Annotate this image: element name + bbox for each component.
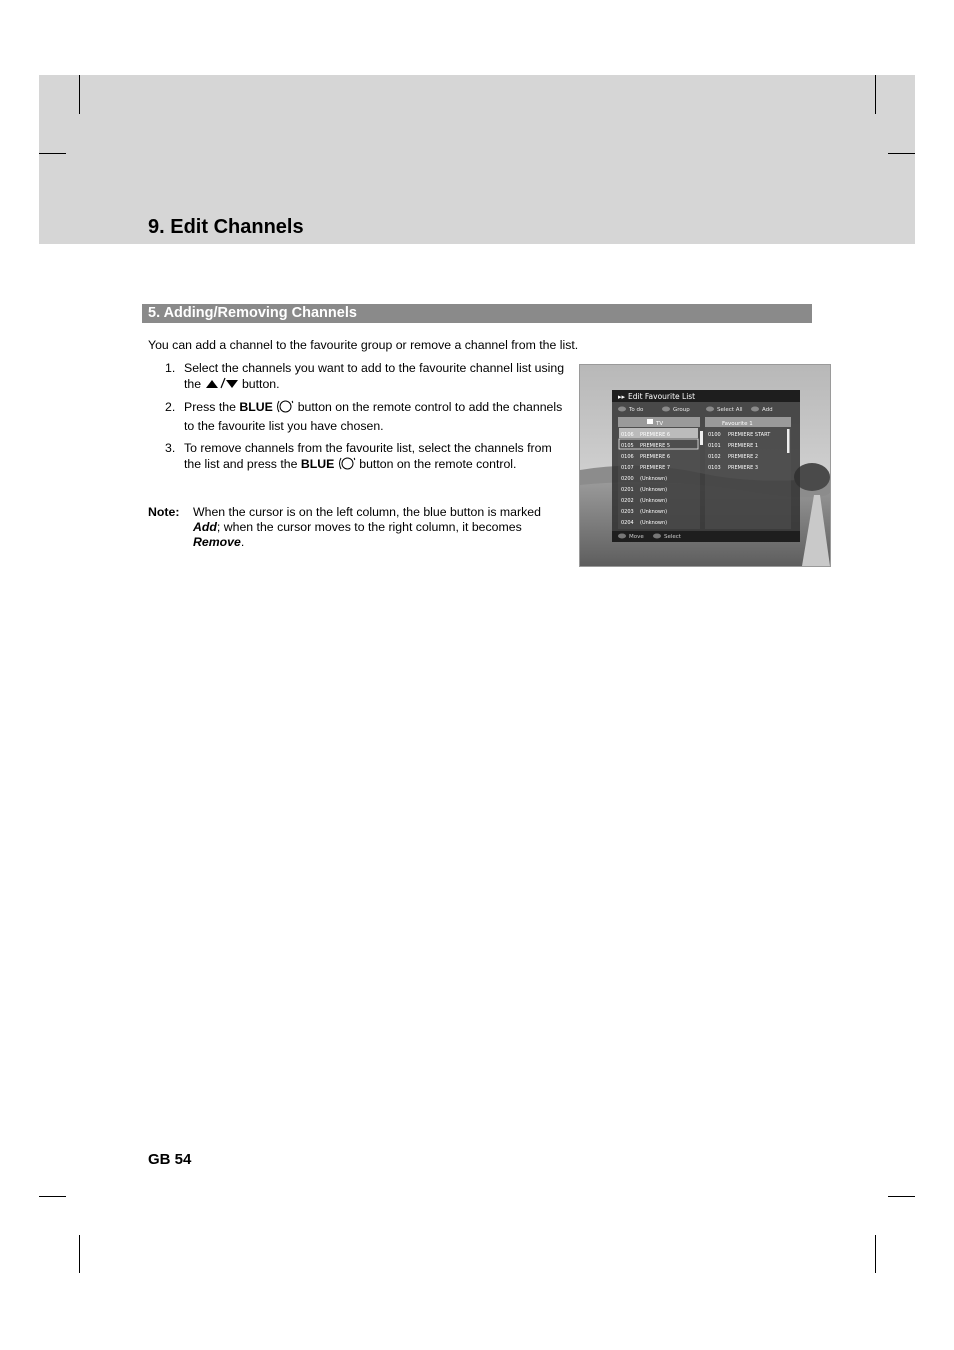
note-add: Add xyxy=(193,520,217,534)
crop-mark xyxy=(39,153,66,154)
osd-channel-name: PREMIERE START xyxy=(728,432,771,438)
page-number: GB 54 xyxy=(148,1151,192,1168)
note-text: . xyxy=(240,535,245,549)
step-text: Press the xyxy=(184,400,236,414)
section-title: 5. Adding/Removing Channels xyxy=(148,305,357,321)
osd-channel-name: PREMIERE 1 xyxy=(728,443,758,449)
osd-channel-name: (Unknown) xyxy=(640,487,668,493)
crop-mark xyxy=(875,1235,876,1273)
down-arrow-icon xyxy=(226,380,238,388)
osd-channel-number: 0106 xyxy=(621,454,634,460)
blue-button-icon xyxy=(338,456,356,475)
up-down-arrows-icon xyxy=(205,377,239,393)
osd-channel-name: PREMIERE 7 xyxy=(640,465,670,471)
blue-label: BLUE xyxy=(300,457,335,471)
step-number: 2. xyxy=(165,400,176,414)
osd-channel-name: (Unknown) xyxy=(640,520,668,526)
osd-channel-number: 0204 xyxy=(621,520,634,526)
step-text: To remove channels from the favourite list, select the channels from the list and press the xyxy=(184,441,552,471)
step-1 xyxy=(165,360,565,393)
crop-mark xyxy=(39,1196,66,1197)
osd-channel-number: 0201 xyxy=(621,487,634,493)
osd-channel-number: 0100 xyxy=(708,432,721,438)
osd-right-header: Favourite 1 xyxy=(722,421,753,427)
osd-channel-name: (Unknown) xyxy=(640,498,668,504)
osd-left-header: TV xyxy=(656,421,664,427)
osd-title: Edit Favourite List xyxy=(628,392,696,401)
osd-button-label: Group xyxy=(673,407,690,413)
crop-mark xyxy=(79,1235,80,1273)
step-2 xyxy=(165,399,565,434)
osd-channel-number: 0102 xyxy=(708,454,721,460)
osd-channel-name: PREMIERE 6 xyxy=(640,432,670,438)
osd-channel-name: PREMIERE 6 xyxy=(640,454,670,460)
note xyxy=(148,505,568,550)
slash-separator xyxy=(221,378,225,388)
step-text: Select the channels you want to add to the favourite channel list using the xyxy=(184,361,565,391)
blue-label: BLUE xyxy=(239,400,273,414)
osd-button-label: Add xyxy=(762,407,773,413)
step-3 xyxy=(165,440,565,475)
osd-channel-number: 0105 xyxy=(621,443,634,449)
crop-mark xyxy=(79,75,80,114)
blue-button-icon xyxy=(276,399,294,418)
steps-list xyxy=(165,360,565,481)
crop-mark xyxy=(888,1196,915,1197)
osd-button-label: Select All xyxy=(717,407,743,413)
osd-footer-label: Move xyxy=(629,534,644,540)
osd-channel-name: PREMIERE 2 xyxy=(728,454,758,460)
note-label: Note: xyxy=(148,505,180,519)
intro-text: You can add a channel to the favourite group or remove a channel from the list. xyxy=(148,338,579,352)
osd-channel-number: 0107 xyxy=(621,465,634,471)
tv-screenshot xyxy=(579,364,831,567)
osd-channel-number: 0103 xyxy=(708,465,721,471)
note-text: When the cursor is on the left column, the blue button is marked xyxy=(193,505,541,519)
up-arrow-icon xyxy=(206,380,218,388)
step-number: 3. xyxy=(165,441,176,455)
osd-channel-number: 0203 xyxy=(621,509,634,515)
note-body xyxy=(193,505,568,550)
osd-channel-name: PREMIERE 5 xyxy=(640,443,670,449)
osd-arrow-icon: ▸▸ xyxy=(618,393,626,401)
osd-channel-name: PREMIERE 3 xyxy=(728,465,758,471)
step-number: 1. xyxy=(165,361,176,375)
osd-channel-name: (Unknown) xyxy=(640,509,668,515)
osd-channel-number: 0202 xyxy=(621,498,634,504)
osd-channel-name: (Unknown) xyxy=(640,476,668,482)
note-text: ; when the cursor moves to the right column, it becomes xyxy=(216,520,522,534)
osd-channel-number: 0106 xyxy=(621,432,634,438)
note-remove: Remove xyxy=(193,535,241,549)
step-text: button on the remote control to add the channels to the favourite list you have chosen. xyxy=(184,400,563,433)
osd-footer-label: Select xyxy=(664,534,681,540)
section-bar xyxy=(142,304,812,323)
osd-channel-number: 0101 xyxy=(708,443,721,449)
crop-mark xyxy=(875,75,876,114)
crop-mark xyxy=(888,153,915,154)
osd-button-label: To do xyxy=(629,407,644,413)
step-text: button. xyxy=(241,377,280,391)
step-text: button on the remote control. xyxy=(359,457,517,471)
osd-channel-number: 0200 xyxy=(621,476,634,482)
chapter-title: 9. Edit Channels xyxy=(148,216,304,238)
